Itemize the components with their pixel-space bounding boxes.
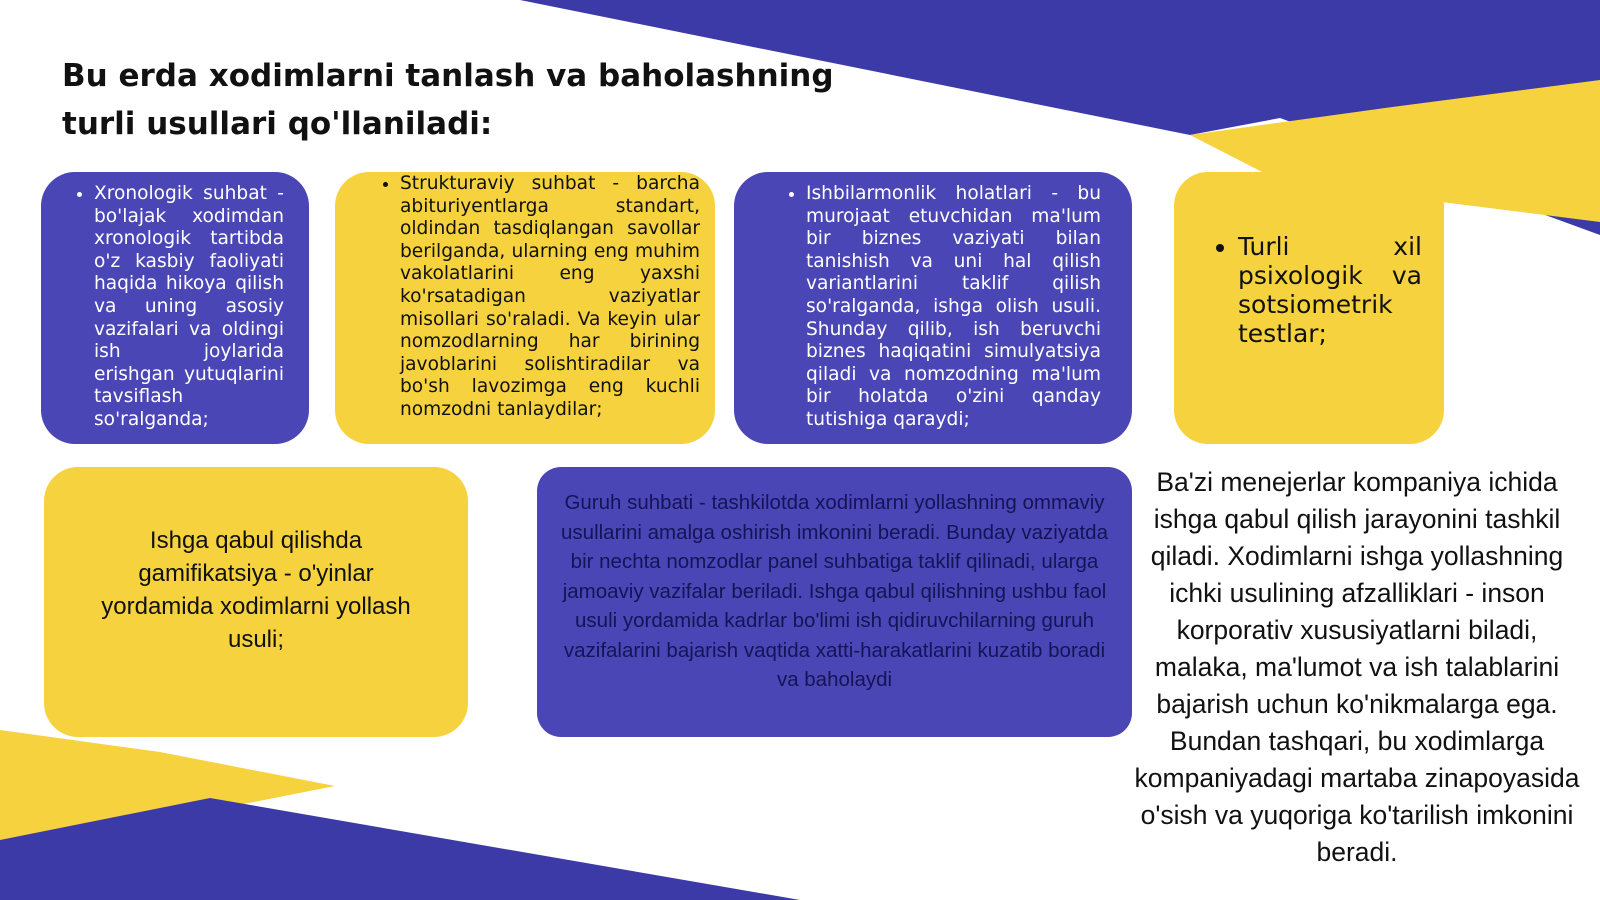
card-text: • Ishbilarmonlik holatlari - bu murojaat etuvchidan ma'lum bir biznes vaziyati bilan tanishish va uni hal qilish variantlarini taklif qilish so'ralganda, ishga olish usuli. Shunday qilib, ish beruvchi biznes haqiqatini simulyatsiya qiladi va nomzodning ma'lum bir holatda o'zini qanday tutishiga qaraydi; [806,183,1101,432]
card-text: Guruh suhbati - tashkilotda xodimlarni yollashning ommaviy usullarini amalga oshirish imkonini beradi. Bunday vaziyatda bir nechta nomzodlar panel suhbatiga taklif qilinadi, ularga jamoaviy vazifalar beriladi. Ishga qabul qilishning ushbu faol usuli yordamida kadrlar bo'limi ish qidiruvchilarning guruh vazifalarini bajarish vaqtida xatti-harakatlarini kuzatib boradi va baholaydi [561,491,1108,691]
card-structured-interview [335,172,715,444]
card-text: • Turli xil psixologik va sotsiometrik testlar; [1238,232,1422,348]
page-title: Bu erda xodimlarni tanlash va baholashning turli usullari qo'llaniladi: [62,58,834,142]
card-chronological-interview [41,172,309,444]
side-paragraph: Ba'zi menejerlar kompaniya ichida ishga qabul qilish jarayonini tashkil qiladi. Xodimlarni ishga yollashning ichki usulining afzalliklari - inson korporativ xususiyatlarni biladi, malaka, ma'lumot va ish talablarini bajarish uchun ko'nikmalarga ega. Bundan tashqari, bu xodimlarga kompaniyadagi martaba zinapoyasida o'sish va yuqoriga ko'tarilish imkonini beradi. [1134,467,1580,867]
card-text: • Strukturaviy suhbat - barcha abituriyentlarga standart, oldindan tasdiqlangan savollar berilganda, ularning eng muhim vakolatlarini eng yaxshi ko'rsatadigan vaziyatlar misollari so'raladi. Va keyin ular nomzodlarning har birining javoblarini solishtiradilar va bo'sh lavozimga eng kuchli nomzodni tanlaydilar; [400,173,700,422]
card-text: • Xronologik suhbat - bo'lajak xodimdan xronologik tartibda o'z kasbiy faoliyati haqida hikoya qilish va uning asosiy vazifalari va oldingi ish joylarida erishgan yutuqlarini tavsiflash so'ralganda; [94,183,284,432]
card-business-cases [734,172,1132,444]
card-psychological-tests [1174,172,1444,444]
card-text: Ishga qabul qilishda gamifikatsiya - o'yinlar yordamida xodimlarni yollash usuli; [101,527,411,653]
card-gamification [44,467,468,737]
card-group-interview [537,467,1132,737]
